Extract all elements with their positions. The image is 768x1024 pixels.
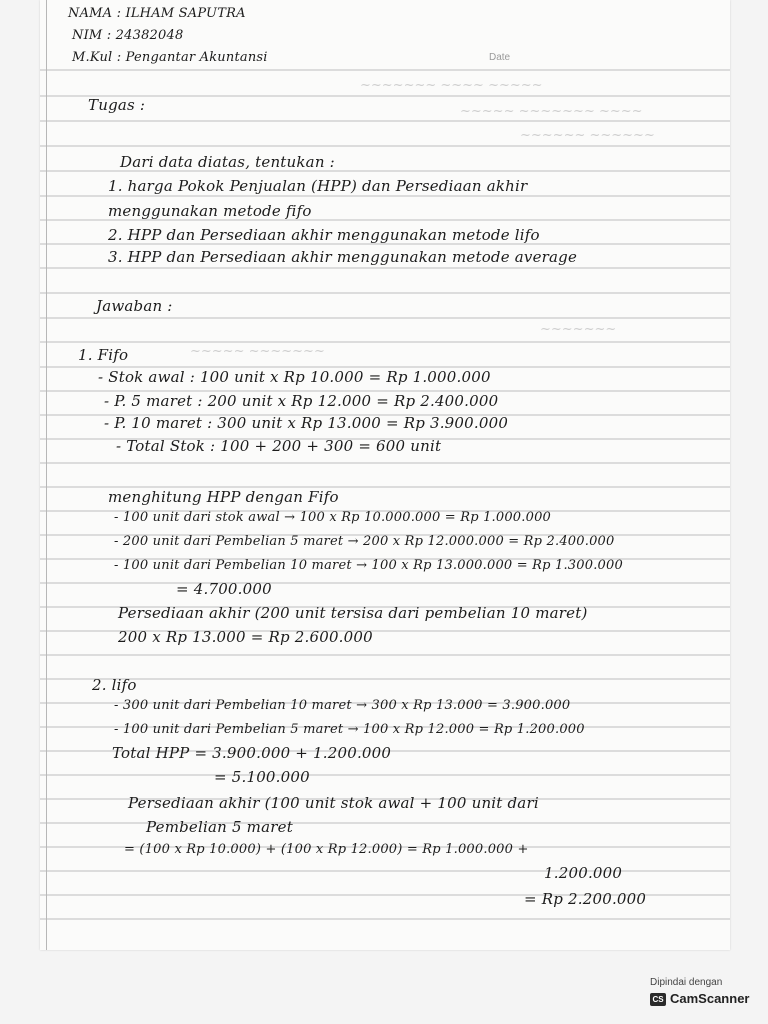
show-through-scribble: ~~~~~ ~~~~~~~ ~~~~ (460, 104, 643, 119)
fifo-pembelian-5-maret: - P. 5 maret : 200 unit x Rp 12.000 = Rp 2.400.000 (104, 392, 499, 410)
fifo-hpp-line-2: - 200 unit dari Pembelian 5 maret → 200 x Rp 12.000.000 = Rp 2.400.000 (114, 534, 615, 549)
lifo-total-hpp: Total HPP = 3.900.000 + 1.200.000 (112, 744, 392, 762)
fifo-persediaan-akhir: Persediaan akhir (200 unit tersisa dari pembelian 10 maret) (118, 604, 588, 622)
fifo-hpp-heading: menghitung HPP dengan Fifo (108, 488, 339, 506)
show-through-scribble: ~~~~~ ~~~~~~~ (190, 344, 325, 359)
fifo-total-stok: - Total Stok : 100 + 200 + 300 = 600 unit (116, 437, 442, 455)
course-name: M.Kul : Pengantar Akuntansi (72, 50, 268, 65)
lifo-line-1: - 300 unit dari Pembelian 10 maret → 300 x Rp 13.000 = 3.900.000 (114, 698, 571, 713)
fifo-hpp-line-3: - 100 unit dari Pembelian 10 maret → 100 x Rp 13.000.000 = Rp 1.300.000 (114, 558, 623, 573)
fifo-hpp-line-1: - 100 unit dari stok awal → 100 x Rp 10.000.000 = Rp 1.000.000 (114, 510, 552, 525)
lifo-title: 2. lifo (92, 676, 137, 694)
date-label: Date (489, 52, 511, 63)
tugas-item-1-cont: menggunakan metode fifo (108, 202, 312, 220)
tugas-item-2: 2. HPP dan Persediaan akhir menggunakan metode lifo (108, 226, 540, 244)
lifo-total-hpp-result: = 5.100.000 (214, 768, 310, 786)
show-through-scribble: ~~~~~~~ ~~~~ ~~~~~ (360, 78, 543, 93)
lifo-line-2: - 100 unit dari Pembelian 5 maret → 100 x Rp 12.000 = Rp 1.200.000 (114, 722, 585, 737)
camscanner-watermark (642, 977, 754, 1011)
show-through-scribble: ~~~~~~ ~~~~~~ (520, 128, 655, 143)
lifo-persediaan-result: = Rp 2.200.000 (524, 890, 647, 908)
camscanner-logo-icon: CS (650, 993, 666, 1006)
fifo-stok-awal: - Stok awal : 100 unit x Rp 10.000 = Rp 1.000.000 (98, 368, 491, 386)
lifo-persediaan-akhir: Persediaan akhir (100 unit stok awal + 100 unit dari (128, 794, 539, 812)
fifo-title: 1. Fifo (78, 346, 129, 364)
lifo-persediaan-akhir-cont: Pembelian 5 maret (146, 818, 293, 836)
page-margin-line (46, 0, 47, 950)
tugas-heading: Tugas : (88, 96, 146, 114)
fifo-pembelian-10-maret: - P. 10 maret : 300 unit x Rp 13.000 = Rp 3.900.000 (104, 414, 509, 432)
tugas-item-1: 1. harga Pokok Penjualan (HPP) dan Persediaan akhir (108, 177, 528, 195)
jawaban-heading: Jawaban : (96, 297, 173, 315)
tugas-item-3: 3. HPP dan Persediaan akhir menggunakan metode average (108, 248, 578, 266)
student-name: NAMA : ILHAM SAPUTRA (68, 6, 246, 21)
student-nim: NIM : 24382048 (72, 28, 184, 43)
watermark-brand: CamScanner (670, 991, 750, 1006)
tugas-intro: Dari data diatas, tentukan : (120, 153, 335, 171)
lifo-persediaan-calc: = (100 x Rp 10.000) + (100 x Rp 12.000) = Rp 1.000.000 + (124, 842, 529, 857)
watermark-caption: Dipindai dengan (650, 977, 723, 988)
fifo-hpp-sum: = 4.700.000 (176, 580, 272, 598)
lifo-persediaan-calc-cont: 1.200.000 (544, 864, 623, 882)
show-through-scribble: ~~~~~~~ (540, 322, 617, 337)
fifo-persediaan-calc: 200 x Rp 13.000 = Rp 2.600.000 (118, 628, 373, 646)
